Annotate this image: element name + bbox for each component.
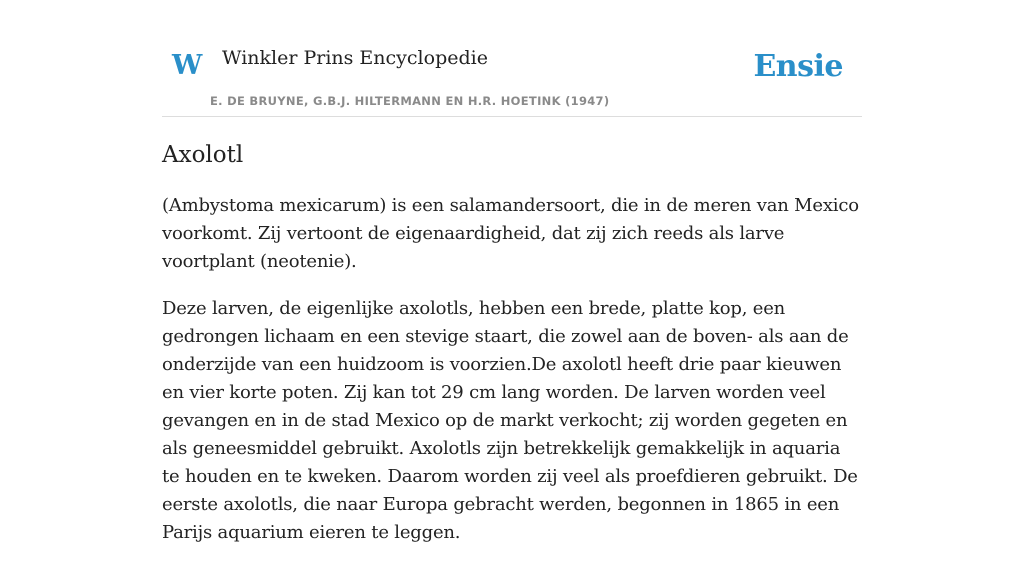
article-paragraph: (Ambystoma mexicarum) is een salamandersoort, die in de meren van Mexico voorkomt. Zij vertoont de eigenaardigheid, dat zij zich reeds als larve voortplant (neotenie).: [162, 195, 859, 272]
article-body: [162, 192, 862, 566]
brand-logo[interactable]: Ensie: [753, 49, 843, 84]
source-title[interactable]: Winkler Prins Encyclopedie: [222, 47, 488, 69]
source-header: [162, 0, 862, 117]
source-logo[interactable]: W: [172, 50, 203, 81]
article-title: Axolotl: [162, 142, 244, 168]
source-authors: E. DE BRUYNE, G.B.J. HILTERMANN EN H.R. HOETINK (1947): [210, 94, 610, 108]
page-container: [162, 0, 862, 543]
article-paragraph: Deze larven, de eigenlijke axolotls, hebben een brede, platte kop, een gedrongen lichaam en een stevige staart, die zowel aan de boven- als aan de onderzijde van een huidzoom is voorzien.De axolotl heeft drie paar kieuwen en vier korte poten. Zij kan tot 29 cm lang worden. De larven worden veel gevangen en in de stad Mexico op de markt verkocht; zij worden gegeten en als geneesmiddel gebruikt. Axolotls zijn betrekkelijk gemakkelijk in aquaria te houden en te kweken. Daarom worden zij veel als proefdieren gebruikt. De eerste axolotls, die naar Europa gebracht werden, begonnen in 1865 in een Parijs aquarium eieren te leggen.: [162, 298, 858, 543]
